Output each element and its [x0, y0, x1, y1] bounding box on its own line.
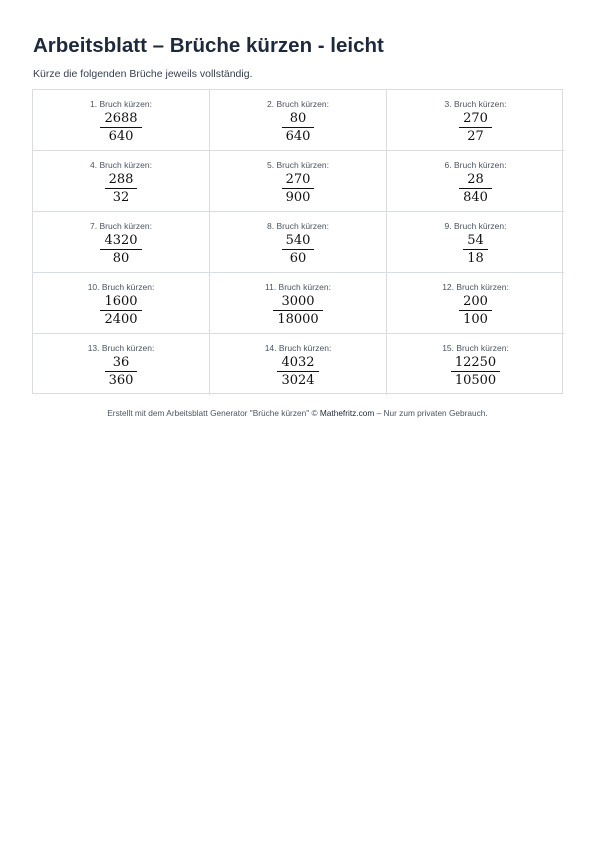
exercise-cell — [387, 90, 564, 151]
exercise-cell — [33, 151, 210, 212]
fraction — [282, 233, 315, 266]
fraction-numerator: 3000 — [273, 294, 322, 311]
exercise-label: 2. Bruch kürzen: — [267, 99, 329, 109]
fraction-denominator: 60 — [289, 251, 307, 266]
fraction-numerator: 288 — [105, 172, 138, 189]
exercise-cell — [33, 90, 210, 151]
exercise-cell — [210, 334, 387, 395]
exercise-label: 11. Bruch kürzen: — [265, 282, 331, 292]
exercise-cell — [33, 212, 210, 273]
fraction-denominator: 900 — [285, 190, 311, 205]
fraction-denominator: 18000 — [277, 312, 319, 327]
fraction-numerator: 2688 — [100, 111, 141, 128]
exercise-label: 9. Bruch kürzen: — [444, 221, 507, 231]
exercise-label: 12. Bruch kürzen: — [442, 282, 509, 292]
footer-brand: Mathefritz.com — [319, 408, 375, 418]
fraction-numerator: 28 — [459, 172, 492, 189]
fraction-denominator: 100 — [463, 312, 488, 327]
exercise-label: 14. Bruch kürzen: — [264, 343, 332, 353]
fraction-numerator: 4032 — [277, 355, 318, 372]
exercise-label: 10. Bruch kürzen: — [87, 282, 155, 292]
fraction-numerator: 270 — [459, 111, 492, 128]
fraction — [277, 355, 318, 388]
fraction — [282, 172, 315, 205]
fraction-numerator: 54 — [463, 233, 488, 250]
fraction — [100, 233, 141, 266]
exercise-label: 3. Bruch kürzen: — [444, 99, 507, 109]
fraction-numerator: 200 — [459, 294, 492, 311]
fraction — [282, 111, 315, 144]
fraction-numerator: 1600 — [100, 294, 141, 311]
fraction — [100, 111, 141, 144]
fraction — [459, 111, 492, 144]
fraction — [451, 355, 500, 388]
exercise-cell — [387, 151, 564, 212]
exercise-cell — [387, 273, 564, 334]
fraction — [459, 294, 492, 327]
fraction-denominator: 640 — [285, 129, 311, 144]
exercise-cell — [387, 212, 564, 273]
footer-prefix: Erstellt mit dem Arbeitsblatt Generator "Brüche kürzen" © — [107, 408, 320, 418]
fraction — [459, 172, 492, 205]
exercise-label: 13. Bruch kürzen: — [87, 343, 155, 353]
fraction-denominator: 360 — [108, 373, 134, 388]
exercise-label: 1. Bruch kürzen: — [90, 99, 152, 109]
fraction — [105, 172, 138, 205]
fraction-numerator: 36 — [105, 355, 138, 372]
fraction — [463, 233, 488, 266]
exercise-cell — [210, 90, 387, 151]
fraction-numerator: 4320 — [100, 233, 141, 250]
exercise-cell — [33, 334, 210, 395]
fraction-numerator: 270 — [282, 172, 315, 189]
fraction-denominator: 32 — [112, 190, 130, 205]
exercise-cell — [210, 273, 387, 334]
fraction-denominator: 640 — [108, 129, 134, 144]
fraction-denominator: 18 — [467, 251, 484, 266]
fraction — [100, 294, 141, 327]
fraction-numerator: 80 — [282, 111, 315, 128]
page-title: Arbeitsblatt – Brüche kürzen - leicht — [33, 34, 384, 57]
fraction-denominator: 840 — [463, 190, 488, 205]
fraction — [273, 294, 322, 327]
exercise-cell — [210, 151, 387, 212]
exercise-label: 4. Bruch kürzen: — [90, 160, 152, 170]
exercise-label: 7. Bruch kürzen: — [90, 221, 152, 231]
exercise-label: 8. Bruch kürzen: — [267, 221, 329, 231]
exercise-label: 5. Bruch kürzen: — [267, 160, 329, 170]
exercise-label: 6. Bruch kürzen: — [444, 160, 507, 170]
exercise-label: 15. Bruch kürzen: — [442, 343, 509, 353]
fraction-numerator: 12250 — [451, 355, 500, 372]
footer-note — [0, 408, 595, 418]
fraction-denominator: 10500 — [454, 373, 497, 388]
fraction-denominator: 2400 — [104, 312, 138, 327]
instruction-text: Kürze die folgenden Brüche jeweils vollständig. — [33, 68, 253, 80]
fraction-numerator: 540 — [282, 233, 315, 250]
fraction-denominator: 27 — [467, 129, 484, 144]
exercise-cell — [387, 334, 564, 395]
fraction-denominator: 80 — [112, 251, 130, 266]
exercise-grid — [32, 89, 563, 394]
exercise-cell — [210, 212, 387, 273]
fraction — [105, 355, 138, 388]
fraction-denominator: 3024 — [281, 373, 315, 388]
exercise-cell — [33, 273, 210, 334]
footer-suffix: – Nur zum privaten Gebrauch. — [374, 408, 488, 418]
